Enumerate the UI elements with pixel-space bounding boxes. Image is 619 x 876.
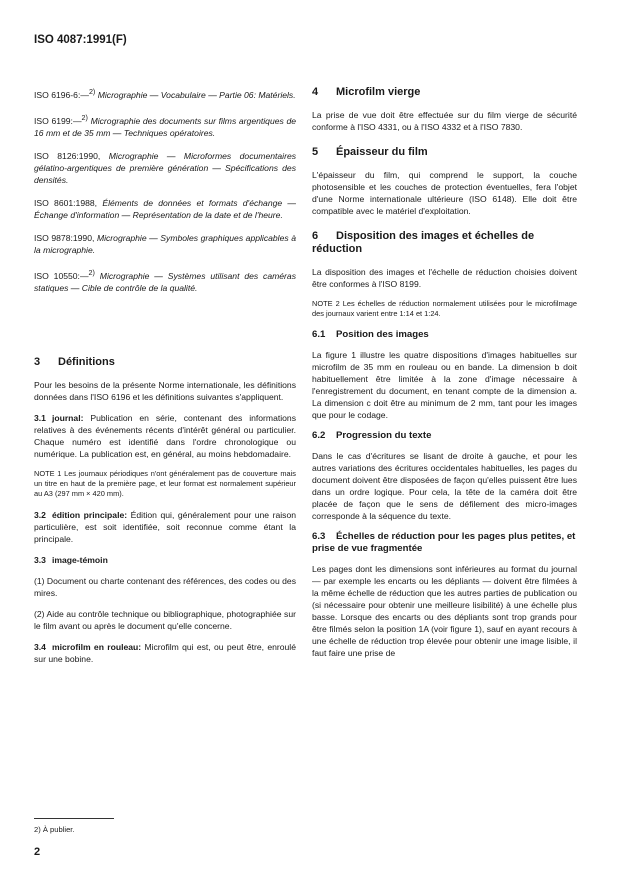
definition-term: image-témoin — [51, 554, 108, 565]
section-6-heading — [312, 230, 577, 256]
definition-3-3-sense-1: (1) Document ou charte contenant des références, des codes ou des mires. — [34, 575, 296, 598]
definition-3-1 — [34, 412, 296, 460]
definition-3-2 — [34, 509, 296, 545]
definition-term: microfilm en rouleau: — [51, 641, 142, 652]
section-6-1-heading — [312, 329, 577, 341]
definition-text: Microfilm qui est, ou peut être, enroulé sur une bobine. — [34, 641, 296, 664]
section-title: Échelles de réduction pour les pages plus petites, et prise de vue fragmentée — [312, 531, 576, 554]
definition-number: 3.2 — [34, 509, 46, 520]
ref-code: ISO 8601:1988, — [34, 197, 98, 208]
ref-code: ISO 6196-6:— — [34, 89, 89, 100]
definition-number: 3.1 — [34, 412, 46, 423]
ref-title: Micrographie — Microformes documentaires gélatino-argentiques de première génération — Spécifications des densités. — [34, 150, 297, 185]
references-list — [34, 86, 296, 294]
section-4-heading — [312, 86, 577, 99]
right-column — [312, 86, 577, 668]
definition-3-4 — [34, 641, 296, 665]
section-6-text: La disposition des images et l'échelle de réduction choisies doivent être conformes à l'ISO 8199. — [312, 267, 577, 289]
definition-text: Édition qui, généralement pour une raison particulière, est soit identifiée, soit reconnue comme étant la principale. — [34, 509, 296, 544]
section-6-1-text: La figure 1 illustre les quatre dispositions d'images habituelles sur microfilm de 35 mm en rouleau ou en bande. La dimension b doit habituellement être limitée à la zone d'image nécessaire à l'enregistrement du document, en tenant compte de la dimension a. La dimension c doit être au minimum de 2 mm, tant pour les images que pour le codage. — [312, 350, 577, 420]
ref-title: Micrographie — Vocabulaire — Partie 06: Matériels. — [97, 89, 296, 100]
document-id: ISO 4087:1991(F) — [34, 34, 127, 46]
ref-code: ISO 8126:1990, — [34, 150, 101, 161]
ref-footnote-mark: 2) — [81, 113, 88, 122]
section-number: 6.1 — [312, 329, 326, 340]
section-number: 3 — [34, 355, 41, 368]
section-number: 4 — [312, 86, 319, 98]
reference-item — [34, 112, 296, 139]
section-title: Position des images — [336, 329, 429, 340]
reference-item — [34, 197, 296, 221]
section-number: 5 — [312, 146, 319, 158]
reference-item — [34, 267, 296, 294]
section-6-3-text: Les pages dont les dimensions sont inférieures au format du journal — par exemple les encarts ou les dépliants — doivent être filmées à la même échelle de réduction que les autres parties de publication ou (si nécessaire pour obtenir une meilleure lisibilité) à une échelle plus basse. Lorsque des encarts ou des dépliants sont trop grands pour être filmés selon la position 1A (voir figure 1), sauf en ayant recours à une échelle de réduction trop élevée pour obtenir une image lisible, il faut faire une prise de — [312, 564, 577, 658]
section-5-text: L'épaisseur du film, qui comprend le support, la couche photosensible et les couches de protection éventuelles, fera l'objet d'une Norme internationale ultérieure (ISO 6148). Elle doit être compatible avec le matériel d'exploitation. — [312, 170, 577, 216]
note-2: NOTE 2 Les échelles de réduction normalement utilisées pour le microfilmage des journaux varient entre 1:14 et 1:24. — [312, 299, 577, 318]
section-3-heading — [34, 356, 296, 369]
ref-title: Micrographie — Systèmes utilisant des caméras statiques — Cible de contrôle de la qualité. — [34, 270, 296, 293]
ref-title: Éléments de données et formats d'échange — Échange d'information — Représentation de la date et de l'heure. — [34, 197, 297, 220]
reference-item — [34, 86, 296, 101]
footnote: 2) À publier. — [34, 825, 75, 834]
section-5-heading — [312, 146, 577, 159]
ref-code: ISO 9878:1990, — [34, 232, 95, 243]
section-title: Progression du texte — [336, 430, 432, 441]
section-3-intro: Pour les besoins de la présente Norme internationale, les définitions données dans l'ISO 6196 et les définitions suivantes s'appliquent. — [34, 379, 296, 402]
definition-number: 3.4 — [34, 641, 46, 652]
definition-number: 3.3 — [34, 554, 46, 565]
definition-3-3-sense-2: (2) Aide au contrôle technique ou bibliographique, photographiée sur le film avant ou après le document qu'elle concerne. — [34, 608, 296, 631]
section-title: Épaisseur du film — [336, 146, 428, 158]
section-number: 6.3 — [312, 531, 326, 542]
section-6-2-text: Dans le cas d'écritures se lisant de droite à gauche, et pour les autres variations des écritures occidentales habituelles, les pages du document doivent être disposées de façon qu'elles puissent être lues dans un ordre logique. Pour cela, la tête de la caméra doit être placée de façon que le sens de défilement des micro-images corresponde à la séquence du texte. — [312, 451, 577, 521]
reference-item — [34, 232, 296, 256]
reference-item — [34, 150, 296, 186]
definition-term: journal: — [51, 412, 84, 423]
page-number: 2 — [34, 846, 41, 858]
section-title: Définitions — [58, 355, 115, 368]
section-4-text: La prise de vue doit être effectuée sur du film vierge de sécurité conforme à l'ISO 4331, ou à l'ISO 4332 et à l'ISO 7830. — [312, 110, 577, 132]
ref-title: Micrographie — Symboles graphiques applicables à la micrographie. — [34, 232, 297, 255]
ref-code: ISO 10550:— — [34, 270, 89, 281]
note-1: NOTE 1 Les journaux périodiques n'ont généralement pas de couverture mais un titre en haut de la première page, et leur format est normalement supérieur au A3 (297 mm × 420 mm). — [34, 468, 296, 498]
left-column — [34, 86, 296, 674]
section-title: Disposition des images et échelles de réduction — [312, 230, 535, 255]
definition-3-3 — [34, 554, 296, 566]
ref-footnote-mark: 2) — [88, 88, 96, 96]
definition-term: édition principale: — [51, 509, 128, 520]
ref-title: Micrographie des documents sur films argentiques de 16 mm et de 35 mm — Techniques opératoires. — [34, 115, 297, 138]
definition-text: Publication en série, contenant des informations relatives à des événements récents d'intérêt général ou particulier. Chaque numéro est identifié dans l'ordre chronologique ou numérique. La publication est, en général, au moins hebdomadaire. — [34, 412, 296, 459]
ref-footnote-mark: 2) — [88, 268, 95, 277]
section-6-2-heading — [312, 430, 577, 442]
section-6-3-heading — [312, 531, 577, 555]
section-number: 6 — [312, 230, 319, 242]
ref-code: ISO 6199:— — [34, 115, 82, 126]
section-number: 6.2 — [312, 430, 326, 441]
section-title: Microfilm vierge — [336, 86, 421, 98]
footnote-divider — [34, 818, 114, 819]
